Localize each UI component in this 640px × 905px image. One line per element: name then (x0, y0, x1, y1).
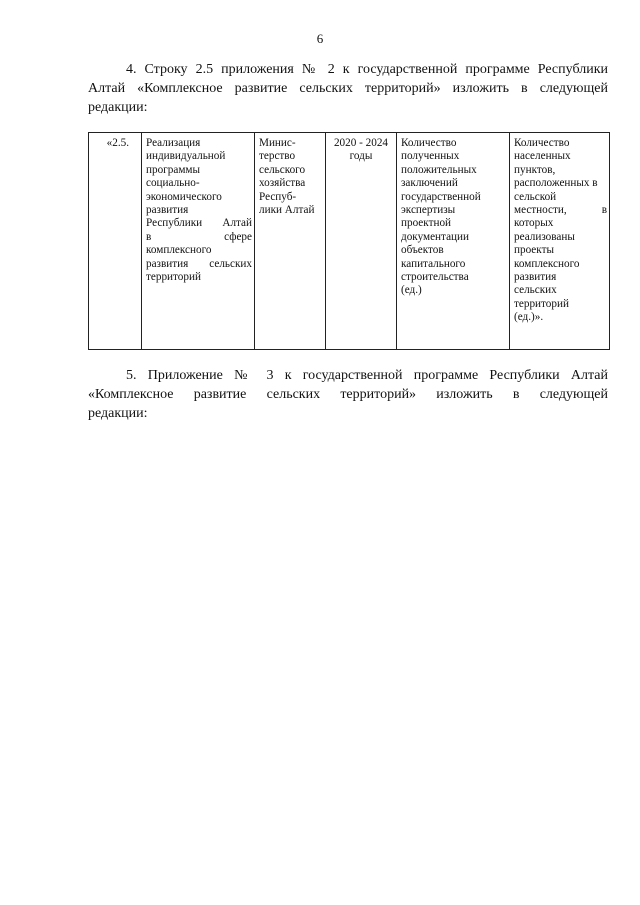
measure-name-word: в (146, 230, 152, 243)
executor-line: хозяйства (259, 177, 306, 190)
measure-name-word: сельских (209, 257, 252, 270)
indicator-line: объектов (401, 244, 444, 257)
measure-name-cell (142, 133, 255, 350)
row-number-cell (89, 133, 142, 350)
row-number: «2.5. (106, 137, 129, 149)
indicator-line: Количество (401, 137, 457, 149)
measure-name-word: Алтай (222, 217, 252, 230)
executor-line: лики Алтай (259, 204, 315, 217)
result-line: сельской (514, 190, 557, 203)
paragraph-5-line-2: «Комплексное развитие сельских территорий» изложить в следующей (88, 387, 608, 402)
indicator-line: экспертизы (401, 204, 456, 217)
indicator-line: (ед.) (401, 284, 422, 297)
indicator-line: заключений (401, 177, 458, 190)
measure-name-word: сфере (224, 230, 252, 243)
measure-name-word: Республики (146, 217, 203, 230)
result-line: пунктов, (514, 163, 556, 176)
indicator-line: положительных (401, 163, 477, 176)
measure-name-word: развития (146, 257, 189, 270)
result-line: комплексного (514, 257, 580, 270)
executor-line: терство (259, 150, 296, 163)
indicator-cell (397, 133, 510, 350)
measure-name-line (146, 217, 252, 230)
paragraph-5-line-3: редакции: (88, 406, 148, 421)
result-cell (510, 133, 610, 350)
result-line (514, 204, 607, 217)
executor-cell (255, 133, 326, 350)
result-line: расположенных в (514, 177, 598, 190)
paragraph-4-line-2: Алтай «Комплексное развитие сельских территорий» изложить в следующей (88, 81, 608, 96)
measure-name-line (146, 231, 252, 244)
executor-line: Минис- (259, 137, 296, 149)
period-cell (326, 133, 397, 350)
measure-name-line: экономического (146, 190, 222, 203)
result-line: (ед.)». (514, 311, 544, 324)
indicator-line: документации (401, 230, 469, 243)
result-line: населенных (514, 150, 571, 163)
paragraph-5-line-1: 5. Приложение № 3 к государственной программе Республики Алтай (126, 368, 608, 383)
measure-name-line: программы (146, 163, 200, 176)
page-number: 6 (316, 31, 324, 46)
paragraph-5 (88, 366, 608, 423)
result-word: местности, (514, 204, 567, 217)
result-line: Количество (514, 137, 570, 149)
measure-name-line: индивидуальной (146, 150, 226, 163)
amendment-table (88, 132, 610, 350)
table-row (89, 133, 610, 350)
indicator-line: капитального (401, 257, 466, 270)
period-line: 2020 - 2024 (333, 137, 389, 149)
result-line: реализованы (514, 230, 575, 243)
indicator-line: проектной (401, 217, 452, 230)
result-line: территорий (514, 297, 569, 310)
result-word: в (601, 204, 607, 217)
indicator-line: строительства (401, 271, 469, 284)
measure-name-line: Реализация (146, 137, 201, 149)
executor-line: сельского (259, 163, 306, 176)
measure-name-line: социально- (146, 177, 200, 190)
measure-name-line (146, 258, 252, 271)
result-line: сельских (514, 284, 557, 297)
measure-name-line: территорий (146, 271, 201, 284)
period-line: годы (349, 150, 373, 163)
measure-name-line: комплексного (146, 244, 212, 257)
paragraph-4 (88, 60, 608, 117)
result-line: которых (514, 217, 554, 230)
paragraph-4-line-1: 4. Строку 2.5 приложения № 2 к государственной программе Республики (126, 62, 608, 77)
paragraph-4-line-3: редакции: (88, 100, 148, 115)
indicator-line: государственной (401, 190, 481, 203)
measure-name-line: развития (146, 204, 189, 217)
result-line: развития (514, 271, 557, 284)
indicator-line: полученных (401, 150, 460, 163)
result-line: проекты (514, 244, 554, 257)
executor-line: Респуб- (259, 190, 297, 203)
